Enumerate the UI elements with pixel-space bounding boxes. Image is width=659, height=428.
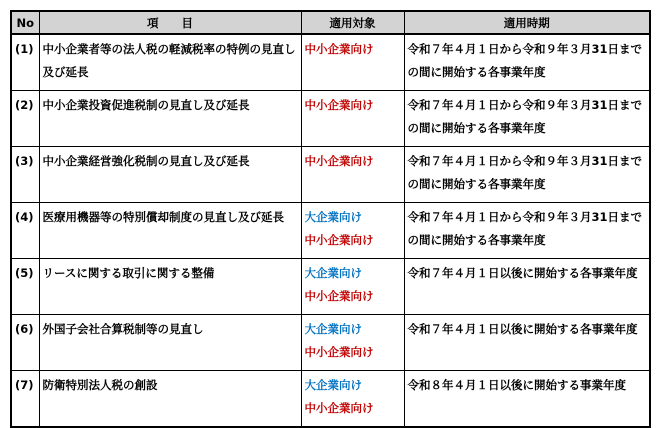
header-target: 適用対象 bbox=[301, 11, 404, 34]
item-cell bbox=[39, 34, 301, 91]
target-label: 中小企業向け bbox=[304, 98, 374, 112]
table-body bbox=[11, 34, 650, 427]
target-label: 中小企業向け bbox=[304, 233, 374, 247]
tax-reform-table bbox=[10, 10, 651, 428]
table-row bbox=[11, 147, 650, 203]
item-cell bbox=[39, 259, 301, 315]
period-cell: 令和７年４月１日から令和９年３月31日までの間に開始する各事業年度 bbox=[404, 203, 650, 259]
table-row bbox=[11, 91, 650, 147]
period-cell: 令和７年４月１日から令和９年３月31日までの間に開始する各事業年度 bbox=[404, 147, 650, 203]
table-header-row bbox=[11, 11, 650, 34]
target-label: 大企業向け bbox=[304, 266, 362, 280]
item-cell bbox=[39, 315, 301, 371]
item-cell bbox=[39, 371, 301, 428]
row-number: (1) bbox=[11, 34, 39, 91]
period-cell: 令和７年４月１日以後に開始する各事業年度 bbox=[404, 315, 650, 371]
row-number: (5) bbox=[11, 259, 39, 315]
target-label: 中小企業向け bbox=[304, 42, 374, 56]
target-label: 中小企業向け bbox=[304, 401, 374, 415]
item-cell bbox=[39, 203, 301, 259]
target-label: 大企業向け bbox=[304, 322, 362, 336]
header-no: No bbox=[11, 11, 39, 34]
table-row bbox=[11, 34, 650, 91]
item-text: 中小企業者等の法人税の軽減税率の特例の見直し及び延長 bbox=[42, 42, 296, 79]
row-number: (4) bbox=[11, 203, 39, 259]
target-label: 中小企業向け bbox=[304, 345, 374, 359]
target-cell bbox=[301, 147, 404, 203]
item-text: 医療用機器等の特別償却制度の見直し及び延長 bbox=[42, 210, 284, 224]
item-text: リースに関する取引に関する整備 bbox=[42, 266, 215, 280]
item-text: 外国子会社合算税制等の見直し bbox=[42, 322, 204, 336]
item-text: 中小企業経営強化税制の見直し及び延長 bbox=[42, 154, 250, 168]
header-period: 適用時期 bbox=[404, 11, 650, 34]
item-text: 防衛特別法人税の創設 bbox=[42, 378, 158, 392]
target-cell bbox=[301, 91, 404, 147]
target-cell bbox=[301, 315, 404, 371]
period-cell: 令和７年４月１日から令和９年３月31日までの間に開始する各事業年度 bbox=[404, 91, 650, 147]
target-label: 中小企業向け bbox=[304, 154, 374, 168]
row-number: (2) bbox=[11, 91, 39, 147]
row-number: (3) bbox=[11, 147, 39, 203]
target-label: 中小企業向け bbox=[304, 289, 374, 303]
row-number: (7) bbox=[11, 371, 39, 428]
table-row bbox=[11, 371, 650, 428]
period-cell: 令和８年４月１日以後に開始する事業年度 bbox=[404, 371, 650, 428]
item-cell bbox=[39, 147, 301, 203]
target-cell bbox=[301, 203, 404, 259]
item-cell bbox=[39, 91, 301, 147]
table-row bbox=[11, 259, 650, 315]
header-item: 項 目 bbox=[39, 11, 301, 34]
target-label: 大企業向け bbox=[304, 378, 362, 392]
target-cell bbox=[301, 34, 404, 91]
period-cell: 令和７年４月１日から令和９年３月31日までの間に開始する各事業年度 bbox=[404, 34, 650, 91]
target-cell bbox=[301, 259, 404, 315]
table-row bbox=[11, 203, 650, 259]
row-number: (6) bbox=[11, 315, 39, 371]
item-text: 中小企業投資促進税制の見直し及び延長 bbox=[42, 98, 250, 112]
target-label: 大企業向け bbox=[304, 210, 362, 224]
table-row bbox=[11, 315, 650, 371]
target-cell bbox=[301, 371, 404, 428]
period-cell: 令和７年４月１日以後に開始する各事業年度 bbox=[404, 259, 650, 315]
